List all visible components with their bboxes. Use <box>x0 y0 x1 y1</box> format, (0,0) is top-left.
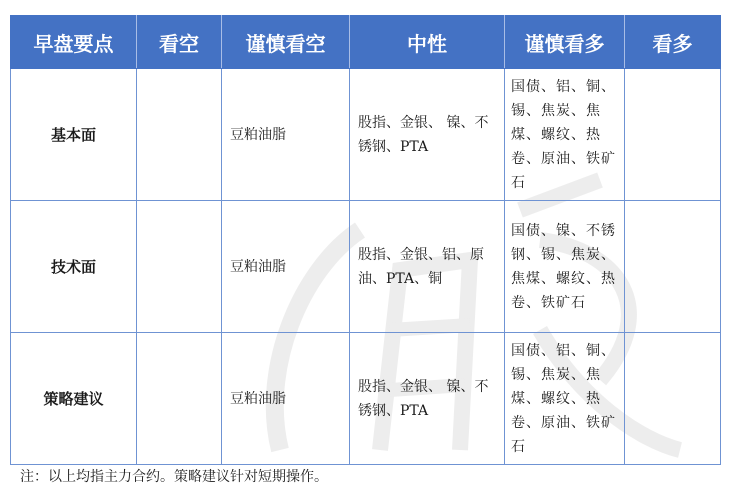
cell-bullish <box>625 333 721 465</box>
cell-cautious-bullish: 国债、铝、铜、锡、焦炭、焦煤、螺纹、热卷、原油、铁矿石 <box>505 333 625 465</box>
table-row-technicals <box>11 201 721 333</box>
table-row-fundamentals <box>11 69 721 201</box>
header-neutral: 中性 <box>350 16 505 69</box>
cell-cautious-bullish: 国债、镍、不锈钢、锡、焦炭、焦煤、螺纹、热卷、铁矿石 <box>505 201 625 333</box>
cell-bearish <box>137 333 222 465</box>
table-row-strategy <box>11 333 721 465</box>
cell-cautious-bullish: 国债、铝、铜、锡、焦炭、焦煤、螺纹、热卷、原油、铁矿石 <box>505 69 625 201</box>
cell-bullish <box>625 201 721 333</box>
cell-neutral: 股指、金银、 镍、不锈钢、PTA <box>350 69 505 201</box>
cell-cautious-bearish: 豆粕油脂 <box>222 333 350 465</box>
header-bullish: 看多 <box>625 16 721 69</box>
header-bearish: 看空 <box>137 16 222 69</box>
cell-cautious-bearish: 豆粕油脂 <box>222 69 350 201</box>
cell-neutral: 股指、金银、 镍、不锈钢、PTA <box>350 333 505 465</box>
cell-bearish <box>137 201 222 333</box>
market-outlook-table <box>10 15 721 465</box>
footnote: 注：以上均指主力合约。策略建议针对短期操作。 <box>20 469 328 485</box>
table-header-row <box>11 16 721 69</box>
row-label: 技术面 <box>11 201 137 333</box>
header-cautious-bullish: 谨慎看多 <box>505 16 625 69</box>
cell-bearish <box>137 69 222 201</box>
cell-cautious-bearish: 豆粕油脂 <box>222 201 350 333</box>
cell-bullish <box>625 69 721 201</box>
header-morning-points: 早盘要点 <box>11 16 137 69</box>
row-label: 基本面 <box>11 69 137 201</box>
header-cautious-bearish: 谨慎看空 <box>222 16 350 69</box>
row-label: 策略建议 <box>11 333 137 465</box>
cell-neutral: 股指、金银、铝、原油、PTA、铜 <box>350 201 505 333</box>
